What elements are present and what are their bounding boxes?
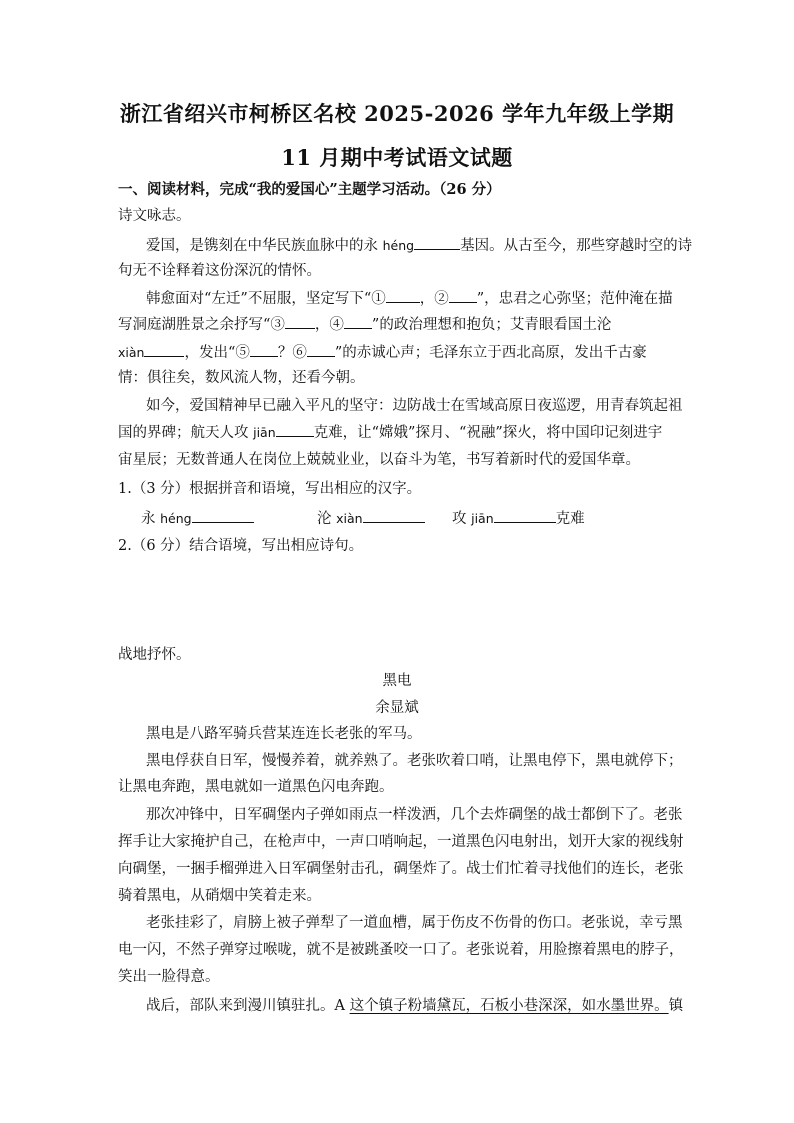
- paragraph-2-line1: [146, 288, 678, 309]
- text-run: 基因。从古至今，那些穿越时空的诗: [460, 238, 693, 254]
- story-paragraph-4-line1: 老张挂彩了，肩膀上被子弹犁了一道血槽，属于伤皮不伤骨的伤口。老张说，幸亏黑: [146, 915, 683, 931]
- story-paragraph-1: 黑电是八路军骑兵营某连连长老张的军马。: [146, 726, 422, 742]
- text-run: 战后，部队来到漫川镇驻扎。A: [146, 998, 350, 1014]
- story-paragraph-4-line2: 电一闪，不然子弹穿过喉咙，就不是被跳蚤咬一口了。老张说着，用脸擦着黑电的脖子，: [118, 942, 684, 958]
- text-run: 韩愈面对“左迁”不屈服，坚定写下“①: [146, 291, 386, 307]
- paragraph-2-line4: 情：俱往矣，数风流人物，还看今朝。: [118, 370, 365, 386]
- blank-line: [344, 314, 372, 329]
- item-char: 攻: [452, 511, 472, 527]
- item-char: 沦: [317, 511, 337, 527]
- text-run: ？⑥: [277, 345, 307, 361]
- text-run: ，发出“⑤: [184, 345, 250, 361]
- text-run: ，②: [419, 291, 449, 307]
- blank-line: [285, 314, 315, 329]
- question-1: 1.（3 分）根据拼音和语境，写出相应的汉字。: [118, 481, 422, 497]
- text-run: 国的界碑；航天人攻: [118, 425, 254, 441]
- paragraph-3-line2: [118, 422, 678, 443]
- paragraph-2-line3: [118, 342, 678, 363]
- part1-label: 诗文咏志。: [118, 208, 191, 224]
- paragraph-1-line2: 句无不诠释着这份深沉的情怀。: [118, 263, 321, 279]
- text-run: ”，忠君之心弥坚；范仲淹在描: [476, 291, 673, 307]
- blank-line: [414, 235, 460, 250]
- story-paragraph-2-line1: 黑电俘获自日军，慢慢养着，就养熟了。老张吹着口哨，让黑电停下，黑电就停下；: [146, 753, 683, 769]
- paragraph-3-line1: 如今，爱国精神早已融入平凡的坚守：边防战士在雪域高原日夜巡逻，用青春筑起祖: [146, 398, 683, 414]
- question-2: 2.（6 分）结合语境，写出相应诗句。: [118, 538, 364, 554]
- blank-line: [250, 342, 278, 357]
- text-run: 写洞庭湖胜景之余抒写“③: [118, 317, 285, 333]
- text-run: 爱国，是镌刻在中华民族血脉中的永: [146, 238, 383, 254]
- story-paragraph-2-line2: 让黑电奔跑，黑电就如一道黑色闪电奔跑。: [118, 779, 394, 795]
- story-paragraph-3-line2: 挥手让大家掩护自己，在枪声中，一声口哨响起，一道黑色闪电射出，划开大家的视线射: [118, 834, 684, 850]
- pinyin: jiān: [471, 511, 494, 526]
- question-1-item-3: [452, 508, 794, 529]
- pinyin: héng: [160, 511, 192, 526]
- story-paragraph-4-line3: 笑出一脸得意。: [118, 969, 220, 985]
- blank-line: [386, 288, 420, 303]
- text-run: ”的政治理想和抱负；艾青眼看国土沦: [371, 317, 612, 333]
- text-run: ”的赤诚心声；毛泽东立于西北高原，发出千古豪: [334, 345, 647, 361]
- document-title-line1: 浙江省绍兴市柯桥区名校 2025-2026 学年九年级上学期: [119, 101, 675, 126]
- story-author: 余显斌: [375, 700, 419, 716]
- pinyin: héng: [382, 238, 415, 253]
- text-run: ，④: [314, 317, 344, 333]
- part2-label: 战地抒怀。: [118, 647, 191, 663]
- item-char: 永: [141, 511, 161, 527]
- answer-blank[interactable]: [494, 508, 556, 523]
- story-paragraph-3-line3: 向碉堡，一捆手榴弹进入日军碉堡射击孔，碉堡炸了。战士们忙着寻找他们的连长，老张: [118, 861, 684, 877]
- text-run: 克难，让“嫦娥”探月、“祝融”探火，将中国印记刻进宇: [313, 425, 663, 441]
- text-run: 镇: [668, 998, 684, 1014]
- item-suffix: 克难: [555, 511, 585, 527]
- pinyin: xiàn: [118, 345, 145, 360]
- blank-line: [276, 422, 314, 437]
- story-title: 黑电: [382, 673, 412, 689]
- story-paragraph-3-line4: 骑着黑电，从硝烟中笑着走来。: [118, 888, 321, 904]
- story-paragraph-3-line1: 那次冲锋中，日军碉堡内子弹如雨点一样泼洒，几个去炸碉堡的战士都倒下了。老张: [146, 807, 683, 823]
- answer-blank[interactable]: [363, 508, 425, 523]
- answer-blank[interactable]: [192, 508, 254, 523]
- pinyin: xiàn: [336, 511, 363, 526]
- section1-heading: 一、阅读材料，完成“我的爱国心”主题学习活动。（26 分）: [118, 181, 501, 198]
- document-title-line2: 11 月期中考试语文试题: [281, 145, 513, 170]
- underlined-sentence-a: 这个镇子粉墙黛瓦，石板小巷深深，如水墨世界。: [349, 998, 669, 1014]
- blank-line: [307, 342, 335, 357]
- blank-line: [144, 342, 184, 357]
- paragraph-1-line1: [146, 235, 693, 256]
- paragraph-2-line2: [118, 314, 678, 335]
- paragraph-3-line3: 宙星辰；无数普通人在岗位上兢兢业业，以奋斗为笔，书写着新时代的爱国华章。: [118, 452, 640, 468]
- blank-line: [449, 288, 477, 303]
- story-paragraph-5-line1: [146, 996, 684, 1016]
- pinyin: jiān: [253, 425, 276, 440]
